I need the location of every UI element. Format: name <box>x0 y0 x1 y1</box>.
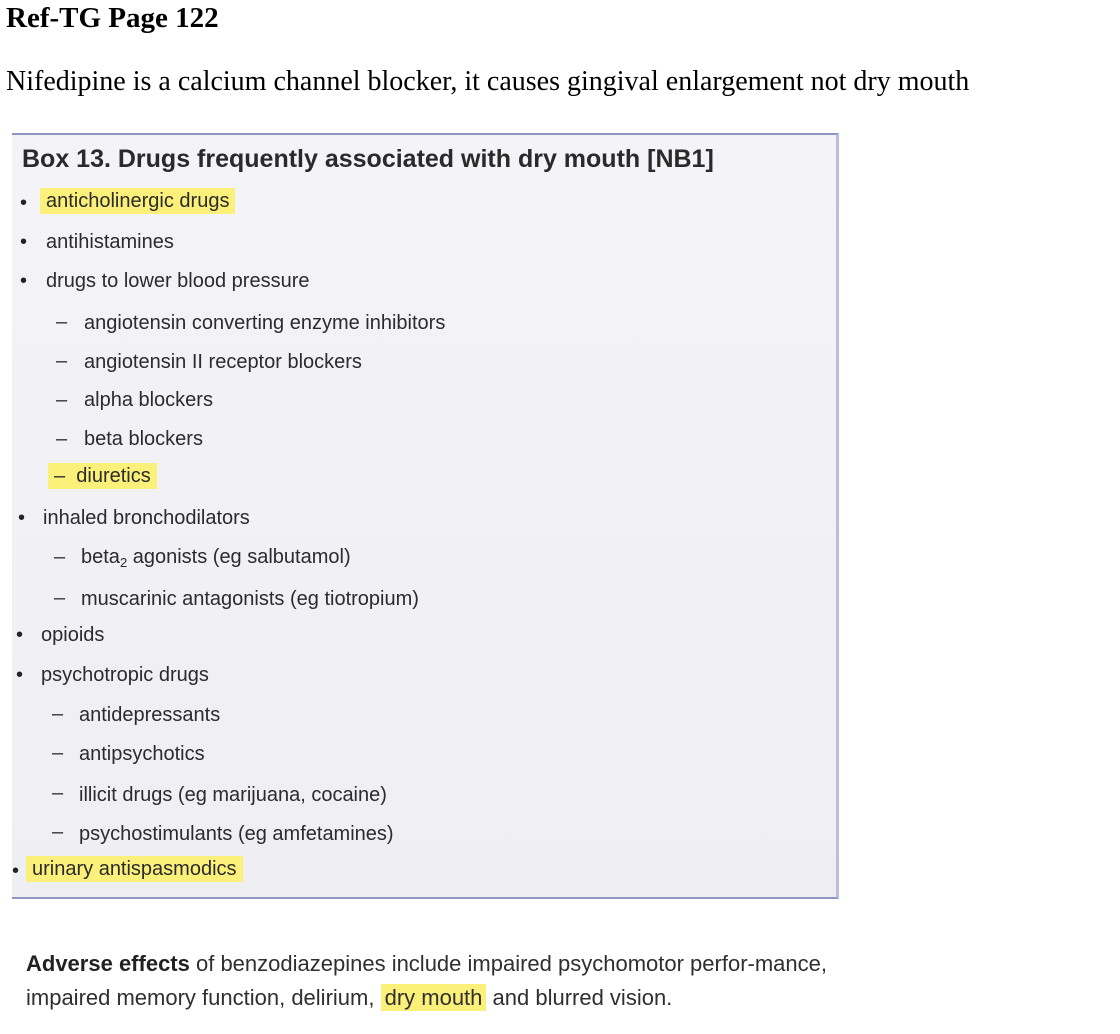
list-subitem: illicit drugs (eg marijuana, cocaine) <box>79 784 387 806</box>
page-reference-heading: Ref-TG Page 122 <box>6 2 219 34</box>
list-subitem: beta blockers <box>84 428 203 450</box>
list-item: opioids <box>41 624 105 646</box>
intro-sentence: Nifedipine is a calcium channel blocker, it causes gingival enlargement not dry mouth <box>6 66 970 97</box>
dash-icon: – <box>56 428 68 450</box>
bullet-icon: • <box>18 507 26 529</box>
box-title: Box 13. Drugs frequently associated with dry mouth [NB1] <box>22 145 714 173</box>
footer-paragraph <box>26 947 876 1015</box>
list-subitem: antipsychotics <box>79 743 205 765</box>
list-item: inhaled bronchodilators <box>43 507 250 529</box>
dash-icon: – <box>56 350 68 372</box>
bullet-icon: • <box>20 192 28 214</box>
list-subitem: antidepressants <box>79 704 221 726</box>
list-subitem: angiotensin II receptor blockers <box>84 351 362 373</box>
list-item: antihistamines <box>46 231 174 253</box>
drug-box <box>12 133 839 899</box>
list-subitem: muscarinic antagonists (eg tiotropium) <box>81 588 419 610</box>
list-item: urinary antispasmodics <box>26 858 243 881</box>
footer-highlight: dry mouth <box>381 984 487 1011</box>
list-item: anticholinergic drugs <box>40 190 235 213</box>
dash-icon: – <box>56 389 68 411</box>
footer-text-end: and blurred vision. <box>486 985 673 1010</box>
dash-icon: – <box>56 311 68 333</box>
footer-bold: Adverse effects <box>26 951 190 976</box>
bullet-icon: • <box>20 270 28 292</box>
dash-icon: – <box>52 821 64 843</box>
bullet-icon: • <box>12 860 20 882</box>
dash-icon: – <box>54 546 66 568</box>
footer-text: of benzodiazepines include impaired psychomotor perfor-mance, impaired memory function, delirium, <box>26 951 827 1010</box>
bullet-icon: • <box>20 231 28 253</box>
dash-icon: – <box>54 587 66 609</box>
list-subitem: psychostimulants (eg amfetamines) <box>79 823 394 845</box>
list-subitem: beta$_2$ agonists (eg salbutamol) <box>81 546 351 570</box>
bullet-icon: • <box>16 664 24 686</box>
dash-icon: – <box>52 703 64 725</box>
list-item: drugs to lower blood pressure <box>46 270 310 292</box>
list-subitem: angiotensin converting enzyme inhibitors <box>84 312 446 334</box>
bullet-icon: • <box>16 624 24 646</box>
dash-icon: – <box>52 742 64 764</box>
list-subitem: alpha blockers <box>84 389 213 411</box>
list-subitem: – diuretics <box>48 465 157 488</box>
dash-icon: – <box>52 782 64 804</box>
list-item: psychotropic drugs <box>41 664 209 686</box>
